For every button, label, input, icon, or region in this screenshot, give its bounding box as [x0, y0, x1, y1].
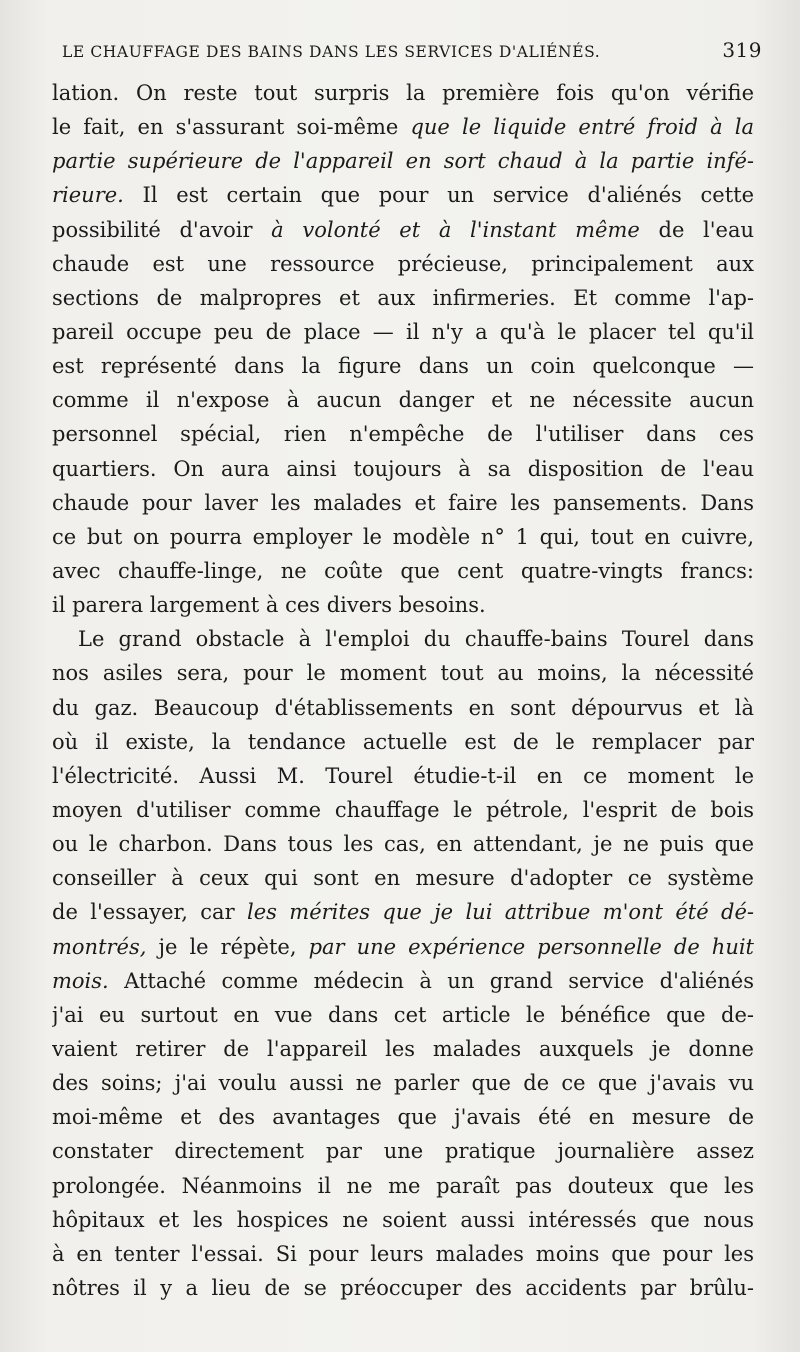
text-span: des soins; j'ai voulu aussi ne parler que de ce que j'avais vu [52, 1071, 754, 1096]
text-span: hôpitaux et les hospices ne soient aussi intéressés que nous [52, 1207, 754, 1232]
text-span: du gaz. Beaucoup d'établissements en sont dépourvus et là [52, 695, 754, 720]
text-span: ou le charbon. Dans tous les cas, en attendant, je ne puis que [52, 832, 754, 857]
text-span: Attaché comme médecin à un grand service d'aliénés [108, 968, 754, 993]
text-line [52, 213, 754, 247]
text-span: vaient retirer de l'appareil les malades auxquels je donne [52, 1036, 754, 1061]
text-span: chaude pour laver les malades et faire les pansements. Dans [52, 490, 754, 515]
text-line [52, 827, 754, 861]
text-line [52, 964, 754, 998]
text-span: Le grand obstacle à l'emploi du chauffe-bains Tourel dans [78, 627, 754, 652]
text-line [52, 144, 754, 178]
text-span: prolongée. Néanmoins il ne me paraît pas douteux que les [52, 1173, 754, 1198]
page-number: 319 [722, 38, 762, 62]
text-line [52, 349, 754, 383]
text-line [52, 178, 754, 212]
text-line [52, 554, 754, 588]
text-line [52, 1237, 754, 1271]
text-line [52, 725, 754, 759]
text-span: le fait, en s'assurant soi-même [52, 115, 411, 140]
italic-span: rieure. [52, 183, 124, 208]
italic-span: montrés, [52, 934, 147, 959]
italic-span: à volonté et à l'instant même [271, 217, 640, 242]
text-span: sections de malpropres et aux infirmeries. Et comme l'ap- [52, 285, 754, 310]
text-line [52, 759, 754, 793]
running-head [62, 38, 762, 68]
text-line [52, 76, 754, 110]
text-span: de l'essayer, car [52, 900, 247, 925]
italic-span: que le liquide entré froid à la [410, 115, 754, 140]
text-line [52, 998, 754, 1032]
text-line [52, 1066, 754, 1100]
text-span: j'ai eu surtout en vue dans cet article le bénéfice que de- [52, 1002, 754, 1027]
text-span: nôtres il y a lieu de se préoccuper des accidents par brûlu- [52, 1275, 754, 1300]
text-span: ce but on pourra employer le modèle n° 1 qui, tout en cuivre, [52, 524, 754, 549]
text-line [52, 417, 754, 451]
text-span: moi-même et des avantages que j'avais été en mesure de [52, 1105, 754, 1130]
text-span: avec chauffe-linge, ne coûte que cent quatre-vingts francs: [52, 558, 754, 583]
text-line [52, 622, 754, 656]
text-line [52, 1100, 754, 1134]
text-line [52, 1134, 754, 1168]
text-span: quartiers. On aura ainsi toujours à sa disposition de l'eau [52, 456, 754, 481]
text-span: nos asiles sera, pour le moment tout au moins, la nécessité [52, 661, 754, 686]
text-span: moyen d'utiliser comme chauffage le pétrole, l'esprit de bois [52, 797, 754, 822]
text-line [52, 1032, 754, 1066]
text-line [52, 110, 754, 144]
text-line [52, 452, 754, 486]
text-line [52, 895, 754, 929]
italic-span: mois. [52, 968, 109, 993]
text-span: comme il n'expose à aucun danger et ne nécessite aucun [52, 388, 754, 413]
text-span: l'électricité. Aussi M. Tourel étudie-t-il en ce moment le [52, 763, 754, 788]
text-span: est représenté dans la figure dans un coin quelconque — [52, 354, 754, 379]
text-line [52, 656, 754, 690]
text-line [52, 793, 754, 827]
text-span: conseiller à ceux qui sont en mesure d'adopter ce système [52, 866, 754, 891]
body-text [52, 76, 754, 1305]
text-line [52, 1169, 754, 1203]
text-line [52, 691, 754, 725]
text-line [52, 1271, 754, 1305]
text-span: lation. On reste tout surpris la première fois qu'on vérifie [52, 81, 754, 105]
italic-span: partie supérieure de l'appareil en sort chaud à la partie infé- [52, 149, 754, 174]
text-span: je le répète, [146, 934, 309, 959]
text-line [52, 930, 754, 964]
italic-span: par une expérience personnelle de huit [308, 934, 754, 959]
text-span: constater directement par une pratique journalière assez [52, 1139, 754, 1164]
text-span: pareil occupe peu de place — il n'y a qu'à le placer tel qu'il [52, 319, 754, 344]
text-line [52, 315, 754, 349]
text-line [52, 486, 754, 520]
text-line [52, 1203, 754, 1237]
italic-span: les mérites que je lui attribue m'ont été dé- [247, 900, 754, 925]
text-span: où il existe, la tendance actuelle est de le remplacer par [52, 729, 754, 754]
text-span: il parera largement à ces divers besoins. [52, 593, 486, 618]
text-span: à en tenter l'essai. Si pour leurs malades moins que pour les [52, 1241, 754, 1266]
text-line [52, 520, 754, 554]
text-span: de l'eau [639, 217, 754, 242]
text-span: personnel spécial, rien n'empêche de l'utiliser dans ces [52, 422, 754, 447]
text-line [52, 383, 754, 417]
text-line [52, 861, 754, 895]
text-line [52, 588, 754, 622]
text-line [52, 281, 754, 315]
text-span: chaude est une ressource précieuse, principalement aux [52, 251, 754, 276]
text-span: possibilité d'avoir [52, 217, 272, 242]
running-title: LE CHAUFFAGE DES BAINS DANS LES SERVICES D'ALIÉNÉS. [62, 43, 601, 61]
text-line [52, 247, 754, 281]
text-span: Il est certain que pour un service d'aliénés cette [123, 183, 754, 208]
